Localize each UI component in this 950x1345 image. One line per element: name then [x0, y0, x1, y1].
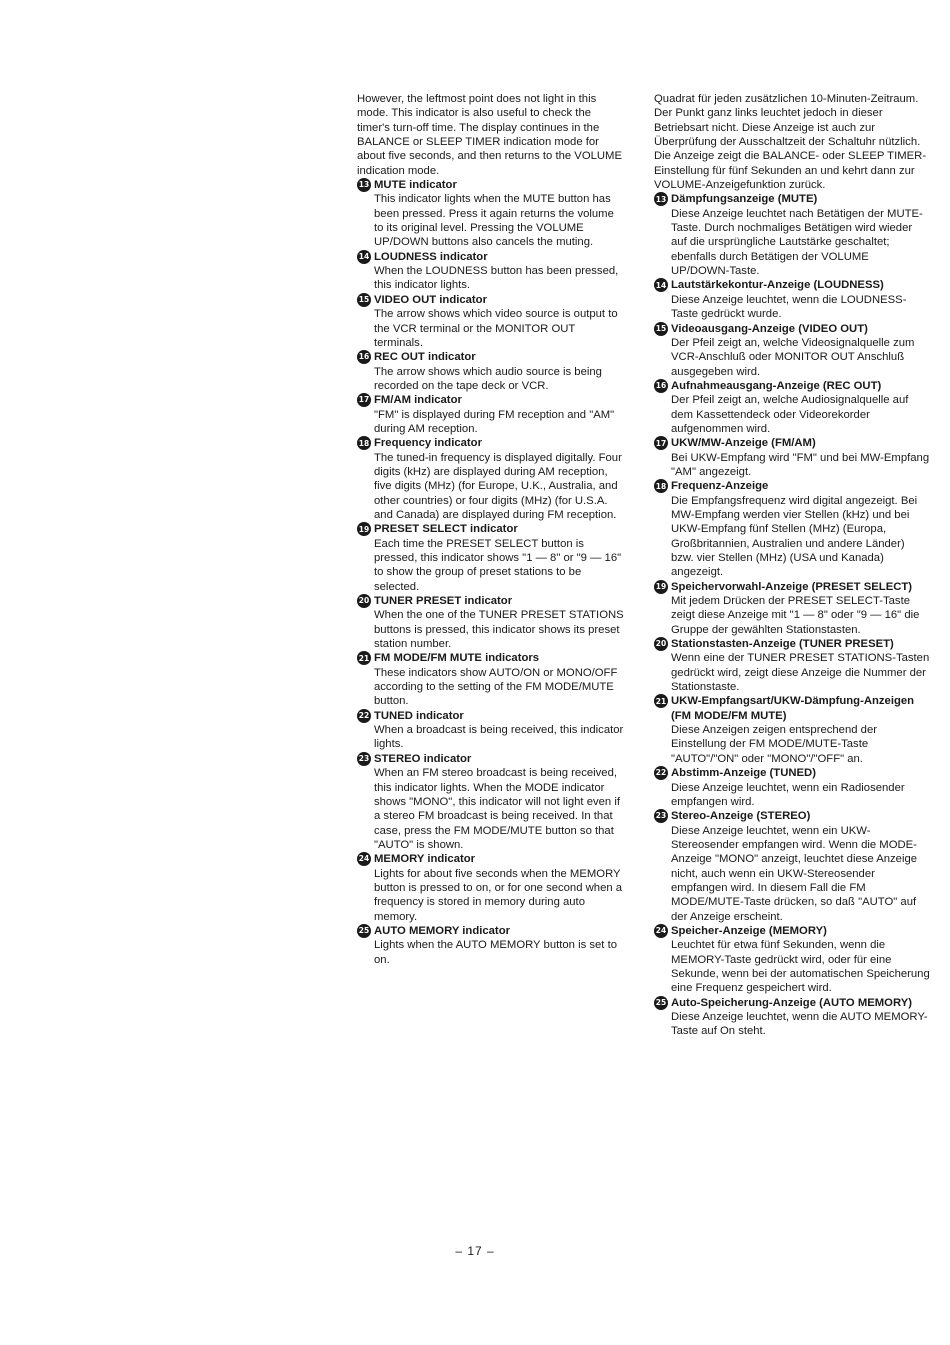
- indicator-entry: [654, 694, 930, 766]
- indicator-description: When an FM stereo broadcast is being received, this indicator lights. When the MODE indicator shows "MONO", this indicator will not light even if a stereo FM broadcast is being received. In that case, press the FM MODE/MUTE button so that "AUTO" is shown.: [374, 767, 620, 851]
- circled-number-icon: 20: [357, 594, 371, 608]
- indicator-heading: [357, 436, 625, 450]
- indicator-title: Stereo-Anzeige (STEREO): [671, 810, 811, 823]
- indicator-title: REC OUT indicator: [374, 351, 476, 364]
- indicator-heading: [357, 752, 625, 766]
- indicator-entry: [654, 809, 930, 924]
- indicator-title: VIDEO OUT indicator: [374, 293, 487, 306]
- indicator-heading: [654, 766, 930, 780]
- indicator-entry: [357, 250, 625, 293]
- indicator-entry: [357, 852, 625, 924]
- indicator-description: The tuned-in frequency is displayed digitally. Four digits (kHz) are displayed during AM reception, five digits (MHz) (for Europe, U.K., Australia, and other countries) or four digits (MHz) (for U.S.A. and Canada) are displayed during FM reception.: [374, 451, 622, 521]
- circled-number-icon: 15: [654, 322, 668, 336]
- indicator-entry: [357, 651, 625, 708]
- indicator-title: MEMORY indicator: [374, 853, 476, 866]
- circled-number-icon: 21: [654, 694, 668, 708]
- indicator-heading: [357, 651, 625, 665]
- circled-number-icon: 24: [654, 924, 668, 938]
- indicator-heading: [654, 924, 930, 938]
- indicator-description: Lights when the AUTO MEMORY button is set to on.: [374, 939, 618, 966]
- indicator-heading: [654, 694, 930, 723]
- indicator-entry: [357, 178, 625, 250]
- indicator-entry: [357, 436, 625, 522]
- circled-number-icon: 16: [654, 379, 668, 393]
- indicator-heading: [654, 322, 930, 336]
- indicator-heading: [654, 479, 930, 493]
- indicator-title: Aufnahmeausgang-Anzeige (REC OUT): [671, 379, 882, 392]
- german-column: [654, 92, 930, 1039]
- english-indicator-list: [357, 178, 625, 967]
- indicator-title: FM MODE/FM MUTE indicators: [374, 652, 540, 665]
- indicator-heading: [357, 852, 625, 866]
- indicator-entry: [654, 479, 930, 579]
- german-intro-paragraph: Quadrat für jeden zusätzlichen 10-Minuten-Zeitraum. Der Punkt ganz links leuchtet jedoch in dieser Betriebsart nicht. Diese Anzeige ist auch zur Überprüfung der Ausschaltzeit der Schaltuhr nützlich. Die Anzeige zeigt die BALANCE- oder SLEEP TIMER-Einstellung für fünf Sekunden an und kehrt dann zur VOLUME-Anzeigefunktion zurück.: [654, 93, 927, 192]
- indicator-description: Each time the PRESET SELECT button is pressed, this indicator shows "1 — 8" or "9 — 16" to show the group of preset stations to be selected.: [374, 537, 622, 593]
- indicator-title: TUNED indicator: [374, 709, 464, 722]
- circled-number-icon: 25: [357, 924, 371, 938]
- circled-number-icon: 22: [357, 709, 371, 723]
- circled-number-icon: 14: [357, 250, 371, 264]
- circled-number-icon: 19: [357, 522, 371, 536]
- indicator-description: When a broadcast is being received, this indicator lights.: [374, 724, 624, 751]
- indicator-title: FM/AM indicator: [374, 394, 462, 407]
- indicator-description: Diese Anzeige leuchtet, wenn die AUTO MEMORY-Taste auf On steht.: [671, 1011, 928, 1038]
- indicator-heading: [357, 522, 625, 536]
- indicator-description: When the LOUDNESS button has been pressed, this indicator lights.: [374, 265, 619, 292]
- indicator-heading: [654, 996, 930, 1010]
- indicator-entry: [357, 924, 625, 967]
- indicator-description: Der Pfeil zeigt an, welche Videosignalquelle zum VCR-Anschluß oder MONITOR OUT Anschluß ausgegeben wird.: [671, 336, 915, 378]
- circled-number-icon: 19: [654, 580, 668, 594]
- circled-number-icon: 15: [357, 293, 371, 307]
- indicator-heading: [357, 594, 625, 608]
- indicator-description: Bei UKW-Empfang wird "FM" und bei MW-Empfang "AM" angezeigt.: [671, 451, 930, 478]
- german-indicator-list: [654, 192, 930, 1038]
- indicator-heading: [654, 580, 930, 594]
- indicator-entry: [357, 293, 625, 350]
- circled-number-icon: 17: [654, 436, 668, 450]
- indicator-title: Speichervorwahl-Anzeige (PRESET SELECT): [671, 580, 913, 593]
- circled-number-icon: 24: [357, 852, 371, 866]
- indicator-title: MUTE indicator: [374, 179, 457, 192]
- indicator-entry: [654, 766, 930, 809]
- indicator-description: Diese Anzeige leuchtet, wenn die LOUDNESS-Taste gedrückt wurde.: [671, 293, 907, 321]
- indicator-title: Abstimm-Anzeige (TUNED): [671, 767, 816, 780]
- indicator-description: These indicators show AUTO/ON or MONO/OFF according to the setting of the FM MODE/MUTE button.: [374, 666, 618, 708]
- circled-number-icon: 18: [357, 436, 371, 450]
- indicator-entry: [654, 436, 930, 479]
- indicator-description: Mit jedem Drücken der PRESET SELECT-Taste zeigt diese Anzeige mit "1 — 8" oder "9 — 16" die Gruppe der gewählten Stationstasten.: [671, 595, 920, 636]
- indicator-description: Lights for about five seconds when the MEMORY button is pressed to on, or for one second when a frequency is stored in memory during auto memory.: [374, 867, 623, 923]
- indicator-title: Frequency indicator: [374, 437, 482, 450]
- indicator-entry: [357, 393, 625, 436]
- indicator-heading: [654, 809, 930, 823]
- indicator-description: This indicator lights when the MUTE button has been pressed. Press it again returns the volume to its original level. Pressing the VOLUME UP/DOWN buttons also cancels the muting.: [374, 193, 614, 249]
- indicator-title: UKW/MW-Anzeige (FM/AM): [671, 437, 816, 450]
- indicator-entry: [654, 580, 930, 637]
- circled-number-icon: 25: [654, 996, 668, 1010]
- indicator-entry: [654, 924, 930, 996]
- indicator-heading: [357, 924, 625, 938]
- indicator-description: The arrow shows which video source is output to the VCR terminal or the MONITOR OUT terminals.: [374, 308, 618, 349]
- circled-number-icon: 22: [654, 766, 668, 780]
- circled-number-icon: 23: [654, 809, 668, 823]
- circled-number-icon: 16: [357, 350, 371, 364]
- indicator-description: Diese Anzeige leuchtet nach Betätigen der MUTE-Taste. Durch nochmaliges Betätigen wird wieder auf die ursprüngliche Lautstärke geschaltet; ebenfalls durch Betätigen der VOLUME UP/DOWN-Taste.: [671, 207, 923, 278]
- indicator-entry: [357, 709, 625, 752]
- indicator-description: "FM" is displayed during FM reception and "AM" during AM reception.: [374, 408, 615, 435]
- indicator-heading: [357, 250, 625, 264]
- english-intro-paragraph: However, the leftmost point does not light in this mode. This indicator is also useful to check the timer's turn-off time. The display continues in the BALANCE or SLEEP TIMER indication mode for about five seconds, and then returns to the VOLUME indication mode.: [357, 93, 623, 177]
- indicator-description: Diese Anzeige leuchtet, wenn ein UKW-Stereosender empfangen wird. Wenn die MODE-Anzeige "MONO" anzeigt, leuchtet diese Anzeige nicht, auch wenn ein UKW-Stereosender empfangen wird. In diesem Fall die FM MODE/MUTE-Taste drücken, so daß "AUTO" auf der Anzeige erscheint.: [671, 824, 918, 923]
- indicator-entry: [654, 192, 930, 278]
- indicator-title: PRESET SELECT indicator: [374, 523, 518, 536]
- indicator-title: LOUDNESS indicator: [374, 250, 488, 263]
- indicator-title: Speicher-Anzeige (MEMORY): [671, 924, 827, 937]
- indicator-entry: [357, 522, 625, 594]
- circled-number-icon: 14: [654, 278, 668, 292]
- indicator-entry: [654, 637, 930, 694]
- indicator-description: Diese Anzeigen zeigen entsprechend der Einstellung der FM MODE/MUTE-Taste "AUTO"/"ON" oder "MONO"/"OFF" an.: [671, 724, 877, 765]
- indicator-description: Der Pfeil zeigt an, welche Audiosignalquelle auf dem Kassettendeck oder Videorekorder aufgenommen wird.: [671, 394, 909, 435]
- circled-number-icon: 20: [654, 637, 668, 651]
- indicator-title: STEREO indicator: [374, 752, 472, 765]
- indicator-heading: [654, 637, 930, 651]
- indicator-title: Dämpfungsanzeige (MUTE): [671, 193, 818, 206]
- indicator-title: Auto-Speicherung-Anzeige (AUTO MEMORY): [671, 996, 912, 1009]
- circled-number-icon: 21: [357, 651, 371, 665]
- circled-number-icon: 23: [357, 752, 371, 766]
- indicator-title: Videoausgang-Anzeige (VIDEO OUT): [671, 322, 868, 335]
- indicator-description: Leuchtet für etwa fünf Sekunden, wenn die MEMORY-Taste gedrückt wird, oder für eine Sekunde, wenn bei der automatischen Speicherung eine Frequenz gespeichert wird.: [671, 939, 930, 995]
- indicator-heading: [654, 278, 930, 292]
- indicator-entry: [357, 594, 625, 651]
- indicator-heading: [654, 192, 930, 206]
- indicator-entry: [357, 752, 625, 852]
- indicator-title: Frequenz-Anzeige: [671, 480, 769, 493]
- indicator-description: The arrow shows which audio source is being recorded on the tape deck or VCR.: [374, 365, 602, 392]
- indicator-title: Lautstärkekontur-Anzeige (LOUDNESS): [671, 279, 884, 292]
- circled-number-icon: 18: [654, 479, 668, 493]
- circled-number-icon: 13: [654, 192, 668, 206]
- indicator-description: Die Empfangsfrequenz wird digital angezeigt. Bei MW-Empfang werden vier Stellen (kHz) und bei UKW-Empfang fünf Stellen (MHz) (Europa, Großbritannien, Australien und andere Länder) bzw. vier Stellen (MHz) (USA und Kanada) angezeigt.: [671, 494, 918, 579]
- indicator-entry: [654, 379, 930, 436]
- indicator-heading: [654, 379, 930, 393]
- indicator-description: Diese Anzeige leuchtet, wenn ein Radiosender empfangen wird.: [671, 781, 905, 808]
- indicator-title: Stationstasten-Anzeige (TUNER PRESET): [671, 638, 894, 651]
- indicator-description: Wenn eine der TUNER PRESET STATIONS-Tasten gedrückt wird, zeigt diese Anzeige die Nummer der Stationstaste.: [671, 652, 930, 694]
- page-number: – 17 –: [455, 1244, 495, 1258]
- indicator-heading: [357, 178, 625, 192]
- indicator-title: UKW-Empfangsart/UKW-Dämpfung-Anzeigen (FM MODE/FM MUTE): [671, 695, 915, 722]
- indicator-title: TUNER PRESET indicator: [374, 595, 513, 608]
- circled-number-icon: 17: [357, 393, 371, 407]
- english-column: [357, 92, 625, 967]
- indicator-heading: [357, 293, 625, 307]
- indicator-title: AUTO MEMORY indicator: [374, 924, 510, 937]
- indicator-heading: [357, 350, 625, 364]
- circled-number-icon: 13: [357, 178, 371, 192]
- indicator-entry: [654, 322, 930, 379]
- indicator-description: When the one of the TUNER PRESET STATIONS buttons is pressed, this indicator shows its preset station number.: [374, 609, 624, 651]
- indicator-entry: [654, 996, 930, 1039]
- indicator-entry: [654, 278, 930, 321]
- indicator-heading: [357, 393, 625, 407]
- indicator-entry: [357, 350, 625, 393]
- indicator-heading: [654, 436, 930, 450]
- indicator-heading: [357, 709, 625, 723]
